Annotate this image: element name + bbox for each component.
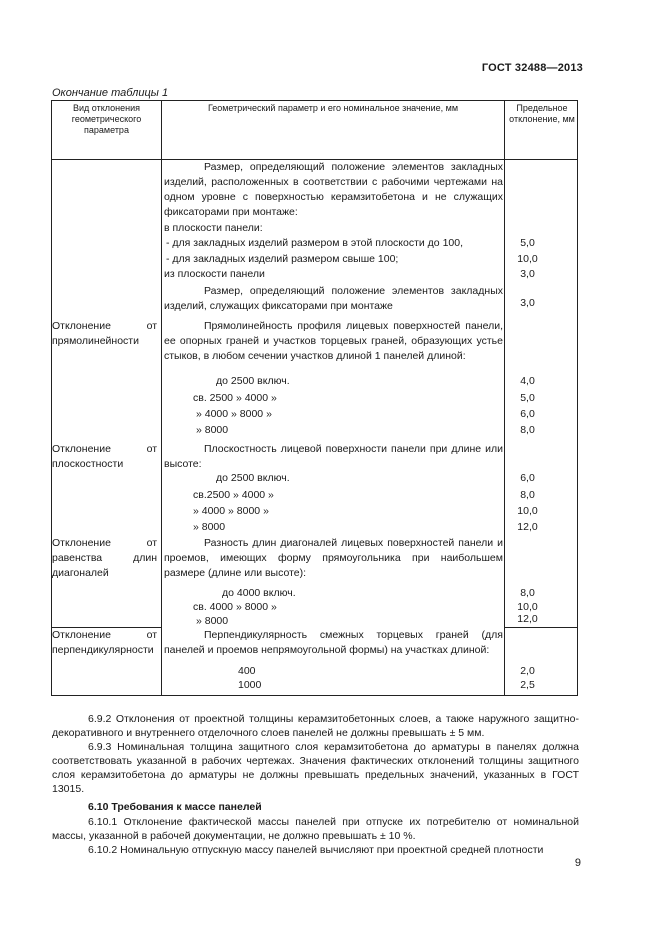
table-value: 4,0 (520, 375, 535, 387)
paragraph-6-9-3: 6.9.3 Номинальная толщина защитного слоя керамзитобетона до арматуры в панелях должна соответствовать указанной в рабочих чертежах. Значения фактических отклонений толщины защитного слоя керамзитобетона до арматуры не должны превышать предельных значений, указанных в ГОСТ 13015. (52, 741, 579, 795)
table-param: Перпендикулярность смежных торцевых граней (для панелей и проемов непрямоугольной формы) на участках длиной: (164, 629, 503, 656)
table-value: 5,0 (520, 237, 535, 249)
table-value: 12,0 (517, 613, 538, 625)
table-value: 10,0 (517, 505, 538, 517)
table-param: св.2500 » 4000 » (193, 489, 274, 501)
table-param: Разность длин диагоналей лицевых поверхностей панели и проемов, имеющих форму прямоугольника при наибольшем размере (длине или высоте): (164, 537, 503, 579)
table-value: 6,0 (520, 472, 535, 484)
table-value: 3,0 (520, 297, 535, 309)
paragraph-6-10-2: 6.10.2 Номинальную отпускную массу панелей вычисляют при проектной средней плотности (88, 844, 544, 856)
table-param: » 4000 » 8000 » (193, 505, 269, 517)
table-param: » 8000 (196, 615, 229, 627)
col-header-parameter: Геометрический параметр и его номинальное значение, мм (207, 103, 459, 113)
table-param: до 2500 включ. (216, 472, 290, 484)
table-param: св. 2500 » 4000 » (193, 392, 277, 404)
table-param: Размер, определяющий положение элементов закладных изделий, служащих фиксаторами при монтаже (164, 285, 503, 312)
table-value: 2,0 (520, 665, 535, 677)
table-value: 5,0 (520, 392, 535, 404)
table-value: 3,0 (520, 268, 535, 280)
table-param: » 8000 (196, 424, 229, 436)
table-deviation: Отклонение от равенства длин диагоналей (52, 537, 157, 579)
table-deviation: Отклонение от плоскостности (52, 443, 157, 470)
paragraph-6-10-1: 6.10.1 Отклонение фактической массы панелей при отпуске их потребителю от номинальной массы, указанной в рабочей документации, не должно превышать ± 10 %. (52, 816, 579, 842)
table-param: » 4000 » 8000 » (196, 408, 272, 420)
table-param: » 8000 (193, 521, 226, 533)
table-param: из плоскости панели (164, 268, 265, 280)
table-param: св. 4000 » 8000 » (193, 601, 277, 613)
table-deviation: Отклонение от перпендикулярности (52, 629, 157, 656)
table-value: 8,0 (520, 424, 535, 436)
standard-number: ГОСТ 32488—2013 (481, 62, 583, 74)
table-deviation: Отклонение от прямолинейности (52, 320, 157, 347)
table-param: - для закладных изделий размером в этой плоскости до 100, (166, 237, 463, 249)
table-param: до 2500 включ. (216, 375, 290, 387)
table-param: 1000 (238, 679, 262, 691)
table-value: 12,0 (517, 521, 538, 533)
col-header-limit: Предельное отклонение, мм (509, 103, 575, 124)
col-header-deviation: Вид отклонения геометрического параметра (71, 103, 142, 135)
paragraph-6-9-2: 6.9.2 Отклонения от проектной толщины керамзитобетонных слоев, а также наружного защитно-декоративного и внутреннего отделочного слоев панелей не должны превышать ± 5 мм. (52, 713, 579, 739)
page-number: 9 (574, 857, 581, 869)
table-param: - для закладных изделий размером свыше 100; (166, 253, 399, 265)
table-value: 2,5 (520, 679, 535, 691)
table-param: в плоскости панели: (164, 222, 263, 234)
table-value: 6,0 (520, 408, 535, 420)
section-heading-6-10: 6.10 Требования к массе панелей (88, 801, 262, 813)
table-param: до 4000 включ. (222, 587, 296, 599)
table-value: 8,0 (520, 587, 535, 599)
table-value: 10,0 (517, 253, 538, 265)
table-value: 10,0 (517, 601, 538, 613)
table-param: Прямолинейность профиля лицевых поверхностей панели, ее опорных граней и участков торцевых граней, образующих устье стыков, в любом сечении участков длиной 1 панелей длиной: (164, 320, 503, 362)
table-value: 8,0 (520, 489, 535, 501)
table-param: Плоскостность лицевой поверхности панели при длине или высоте: (164, 443, 503, 470)
table-param: 400 (238, 665, 256, 677)
table-param: Размер, определяющий положение элементов закладных изделий, расположенных в соответствии с рабочими чертежами на одном уровне с поверхностью керамзитобетона и не служащих фиксаторами при монтаже: (164, 161, 503, 218)
table-caption: Окончание таблицы 1 (52, 87, 169, 99)
